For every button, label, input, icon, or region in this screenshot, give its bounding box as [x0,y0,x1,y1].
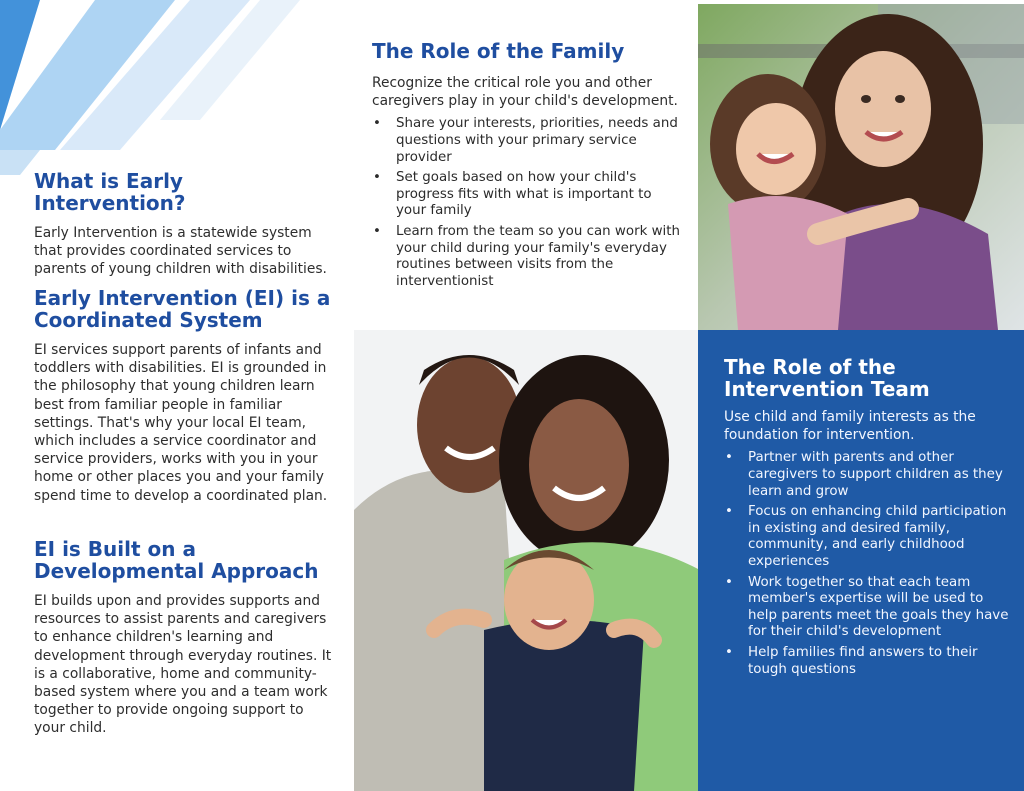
list-item-text: Partner with parents and other caregivers to support children as they learn and grow [748,450,1003,499]
what-is-ei-heading: What is Early Intervention? [34,169,186,215]
role-of-intervention-team-section [724,356,1016,682]
list-item-text: Help families find answers to their tough questions [748,644,978,677]
coordinated-system-section [34,287,334,505]
developmental-approach-heading: EI is Built on a Developmental Approach [34,537,319,583]
bullet-icon: • [725,574,733,590]
role-of-family-section [372,40,682,294]
list-item-text: Set goals based on how your child's progress fits with what is important to your family [396,170,652,219]
role-of-family-heading: The Role of the Family [372,39,625,63]
role-of-team-intro: Use child and family interests as the foundation for intervention. [724,409,976,444]
bullet-icon: • [725,504,733,520]
list-item [372,224,682,290]
list-item-text: Learn from the team so you can work with your child during your family's everyday routines between visits from the interventionist [396,223,680,289]
photo-two-girls [698,4,1024,330]
bullet-icon: • [725,644,733,660]
bullet-icon: • [373,170,381,186]
role-of-family-intro: Recognize the critical role you and other caregivers play in your child's development. [372,75,678,110]
coordinated-system-body: EI services support parents of infants and toddlers with disabilities. EI is grounded in the philosophy that young children learn best from familiar people in familiar settings. That's why your local EI team, which includes a service coordinator and service providers, works with you in your home or other places you and your family spend time to develop a coordinated plan. [34,342,328,504]
photo-family-with-baby [354,330,700,791]
list-item-text: Focus on enhancing child participation in existing and desired family, community, and early childhood experiences [748,504,1007,569]
what-is-early-intervention-section [34,170,334,279]
bullet-icon: • [373,223,381,239]
list-item [724,450,1016,500]
list-item [724,645,1016,678]
list-item-text: Share your interests, priorities, needs and questions with your primary service provider [396,116,678,165]
bullet-icon: • [373,116,381,132]
list-item [372,170,682,220]
list-item [724,575,1016,641]
list-item [724,504,1016,570]
role-of-family-list [372,116,682,290]
developmental-approach-body: EI builds upon and provides supports and resources to assist parents and caregivers to enhance children's learning and development through everyday routines. It is a collaborative, home and community-based system where you and a team work together to provide ongoing support to your child. [34,593,332,737]
developmental-approach-section [34,538,334,738]
list-item [372,116,682,166]
what-is-ei-body: Early Intervention is a statewide system that provides coordinated services to parents of young children with disabilities. [34,225,327,278]
role-of-team-list [724,450,1016,678]
coordinated-system-heading: Early Intervention (EI) is a Coordinated System [34,286,331,332]
bullet-icon: • [725,450,733,466]
role-of-team-heading: The Role of the Intervention Team [724,355,930,401]
list-item-text: Work together so that each team member's expertise will be used to help parents meet the goals they have for their child's development [748,574,1009,640]
